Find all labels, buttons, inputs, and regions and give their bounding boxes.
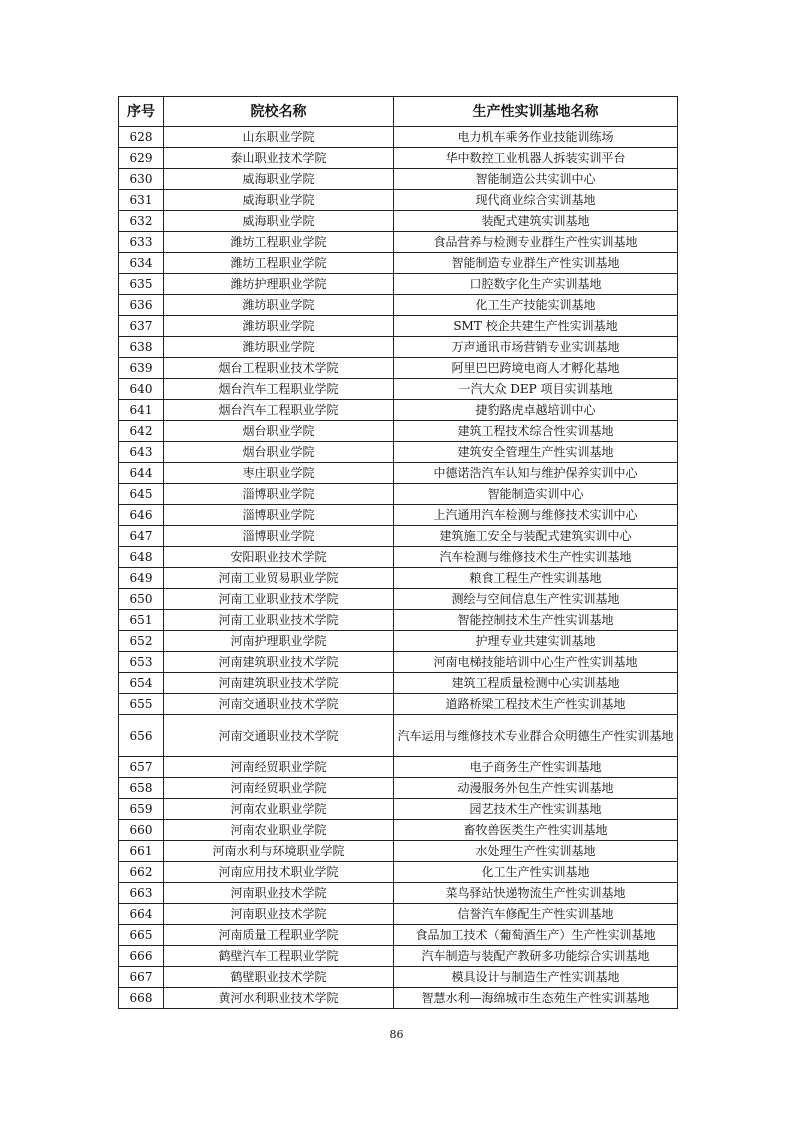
cell-serial-number: 663 (119, 883, 164, 904)
cell-serial-number: 629 (119, 148, 164, 169)
cell-base-name: 上汽通用汽车检测与维修技术实训中心 (394, 505, 678, 526)
cell-school-name: 河南工业贸易职业学院 (164, 568, 394, 589)
cell-serial-number: 647 (119, 526, 164, 547)
cell-school-name: 山东职业学院 (164, 127, 394, 148)
table-row (119, 463, 678, 484)
cell-base-name: 水处理生产性实训基地 (394, 841, 678, 862)
table-row (119, 526, 678, 547)
cell-school-name: 河南职业技术学院 (164, 904, 394, 925)
cell-serial-number: 668 (119, 988, 164, 1009)
cell-serial-number: 634 (119, 253, 164, 274)
table-row (119, 841, 678, 862)
cell-serial-number: 655 (119, 694, 164, 715)
cell-school-name: 鹤壁汽车工程职业学院 (164, 946, 394, 967)
cell-serial-number: 632 (119, 211, 164, 232)
cell-base-name: 智能制造公共实训中心 (394, 169, 678, 190)
cell-base-name: 园艺技术生产性实训基地 (394, 799, 678, 820)
cell-school-name: 枣庄职业学院 (164, 463, 394, 484)
table-row (119, 169, 678, 190)
page-number: 86 (389, 1028, 404, 1041)
table-row (119, 379, 678, 400)
cell-base-name: 口腔数字化生产实训基地 (394, 274, 678, 295)
cell-base-name: 现代商业综合实训基地 (394, 190, 678, 211)
table-row (119, 358, 678, 379)
table-row (119, 190, 678, 211)
training-base-table (118, 96, 678, 1009)
cell-base-name: 化工生产技能实训基地 (394, 295, 678, 316)
cell-school-name: 河南建筑职业技术学院 (164, 673, 394, 694)
cell-serial-number: 635 (119, 274, 164, 295)
cell-school-name: 河南经贸职业学院 (164, 778, 394, 799)
cell-serial-number: 650 (119, 589, 164, 610)
cell-serial-number: 664 (119, 904, 164, 925)
cell-serial-number: 640 (119, 379, 164, 400)
cell-base-name: 一汽大众 DEP 项目实训基地 (394, 379, 678, 400)
cell-school-name: 河南工业职业技术学院 (164, 589, 394, 610)
table-row (119, 211, 678, 232)
cell-serial-number: 641 (119, 400, 164, 421)
cell-serial-number: 644 (119, 463, 164, 484)
table-row (119, 631, 678, 652)
cell-school-name: 潍坊职业学院 (164, 337, 394, 358)
cell-serial-number: 656 (119, 715, 164, 757)
cell-serial-number: 662 (119, 862, 164, 883)
cell-school-name: 安阳职业技术学院 (164, 547, 394, 568)
cell-serial-number: 659 (119, 799, 164, 820)
cell-serial-number: 633 (119, 232, 164, 253)
cell-school-name: 河南经贸职业学院 (164, 757, 394, 778)
cell-serial-number: 628 (119, 127, 164, 148)
header-base-name: 生产性实训基地名称 (394, 97, 678, 127)
table-row (119, 883, 678, 904)
cell-base-name: 捷豹路虎卓越培训中心 (394, 400, 678, 421)
cell-base-name: 智慧水利—海绵城市生态苑生产性实训基地 (394, 988, 678, 1009)
cell-serial-number: 652 (119, 631, 164, 652)
cell-base-name: 智能控制技术生产性实训基地 (394, 610, 678, 631)
cell-school-name: 威海职业学院 (164, 169, 394, 190)
cell-school-name: 河南交通职业技术学院 (164, 694, 394, 715)
header-school-name: 院校名称 (164, 97, 394, 127)
table-row (119, 988, 678, 1009)
cell-base-name: 河南电梯技能培训中心生产性实训基地 (394, 652, 678, 673)
table-row (119, 127, 678, 148)
cell-base-name: 智能制造专业群生产性实训基地 (394, 253, 678, 274)
table-row (119, 904, 678, 925)
cell-school-name: 河南质量工程职业学院 (164, 925, 394, 946)
table-row (119, 967, 678, 988)
cell-school-name: 淄博职业学院 (164, 484, 394, 505)
table-row (119, 862, 678, 883)
cell-serial-number: 637 (119, 316, 164, 337)
cell-base-name: 食品营养与检测专业群生产性实训基地 (394, 232, 678, 253)
cell-school-name: 潍坊工程职业学院 (164, 232, 394, 253)
table-row (119, 820, 678, 841)
cell-base-name: 食品加工技术（葡萄酒生产）生产性实训基地 (394, 925, 678, 946)
cell-school-name: 河南护理职业学院 (164, 631, 394, 652)
table-row (119, 505, 678, 526)
cell-base-name: 阿里巴巴跨境电商人才孵化基地 (394, 358, 678, 379)
cell-school-name: 淄博职业学院 (164, 526, 394, 547)
cell-school-name: 烟台汽车工程职业学院 (164, 379, 394, 400)
cell-school-name: 河南工业职业技术学院 (164, 610, 394, 631)
cell-school-name: 河南农业职业学院 (164, 820, 394, 841)
cell-base-name: 化工生产性实训基地 (394, 862, 678, 883)
cell-base-name: 万声通讯市场营销专业实训基地 (394, 337, 678, 358)
cell-base-name: SMT 校企共建生产性实训基地 (394, 316, 678, 337)
cell-serial-number: 642 (119, 421, 164, 442)
cell-serial-number: 666 (119, 946, 164, 967)
table-row (119, 610, 678, 631)
header-serial-number: 序号 (119, 97, 164, 127)
table-row (119, 442, 678, 463)
cell-base-name: 动漫服务外包生产性实训基地 (394, 778, 678, 799)
table-row (119, 421, 678, 442)
cell-serial-number: 638 (119, 337, 164, 358)
cell-serial-number: 639 (119, 358, 164, 379)
table-row (119, 673, 678, 694)
cell-serial-number: 665 (119, 925, 164, 946)
cell-school-name: 鹤壁职业技术学院 (164, 967, 394, 988)
cell-base-name: 电子商务生产性实训基地 (394, 757, 678, 778)
cell-serial-number: 657 (119, 757, 164, 778)
cell-school-name: 淄博职业学院 (164, 505, 394, 526)
cell-serial-number: 649 (119, 568, 164, 589)
cell-base-name: 汽车检测与维修技术生产性实训基地 (394, 547, 678, 568)
cell-serial-number: 654 (119, 673, 164, 694)
cell-school-name: 河南应用技术职业学院 (164, 862, 394, 883)
cell-base-name: 汽车制造与装配产教研多功能综合实训基地 (394, 946, 678, 967)
table-row (119, 337, 678, 358)
table-body (119, 127, 678, 1009)
cell-school-name: 潍坊工程职业学院 (164, 253, 394, 274)
cell-serial-number: 630 (119, 169, 164, 190)
cell-base-name: 装配式建筑实训基地 (394, 211, 678, 232)
cell-base-name: 华中数控工业机器人拆装实训平台 (394, 148, 678, 169)
cell-base-name: 畜牧兽医类生产性实训基地 (394, 820, 678, 841)
cell-school-name: 河南农业职业学院 (164, 799, 394, 820)
table-row (119, 232, 678, 253)
cell-school-name: 河南职业技术学院 (164, 883, 394, 904)
cell-base-name: 中德诺浩汽车认知与维护保养实训中心 (394, 463, 678, 484)
table-row (119, 589, 678, 610)
cell-base-name: 建筑安全管理生产性实训基地 (394, 442, 678, 463)
table-row (119, 274, 678, 295)
table-row (119, 946, 678, 967)
cell-school-name: 烟台工程职业技术学院 (164, 358, 394, 379)
table-row (119, 799, 678, 820)
cell-serial-number: 631 (119, 190, 164, 211)
table-row (119, 484, 678, 505)
cell-base-name: 护理专业共建实训基地 (394, 631, 678, 652)
cell-serial-number: 653 (119, 652, 164, 673)
cell-base-name: 信誉汽车修配生产性实训基地 (394, 904, 678, 925)
table-row (119, 778, 678, 799)
cell-school-name: 潍坊职业学院 (164, 316, 394, 337)
cell-base-name: 电力机车乘务作业技能训练场 (394, 127, 678, 148)
cell-serial-number: 636 (119, 295, 164, 316)
cell-serial-number: 658 (119, 778, 164, 799)
table-row (119, 400, 678, 421)
cell-base-name: 模具设计与制造生产性实训基地 (394, 967, 678, 988)
cell-base-name: 汽车运用与维修技术专业群合众明德生产性实训基地 (394, 715, 678, 757)
cell-school-name: 威海职业学院 (164, 211, 394, 232)
cell-serial-number: 661 (119, 841, 164, 862)
cell-school-name: 潍坊职业学院 (164, 295, 394, 316)
cell-serial-number: 648 (119, 547, 164, 568)
table-row (119, 694, 678, 715)
cell-school-name: 泰山职业技术学院 (164, 148, 394, 169)
cell-school-name: 黄河水利职业技术学院 (164, 988, 394, 1009)
cell-serial-number: 667 (119, 967, 164, 988)
table-row (119, 757, 678, 778)
table-row (119, 295, 678, 316)
table-row (119, 652, 678, 673)
cell-base-name: 粮食工程生产性实训基地 (394, 568, 678, 589)
cell-school-name: 烟台职业学院 (164, 421, 394, 442)
cell-serial-number: 651 (119, 610, 164, 631)
cell-base-name: 建筑工程质量检测中心实训基地 (394, 673, 678, 694)
table-row (119, 715, 678, 757)
cell-base-name: 测绘与空间信息生产性实训基地 (394, 589, 678, 610)
table-row (119, 253, 678, 274)
cell-serial-number: 643 (119, 442, 164, 463)
cell-base-name: 菜鸟驿站快递物流生产性实训基地 (394, 883, 678, 904)
cell-serial-number: 660 (119, 820, 164, 841)
cell-school-name: 河南交通职业技术学院 (164, 715, 394, 757)
table-header-row (119, 97, 678, 127)
cell-school-name: 潍坊护理职业学院 (164, 274, 394, 295)
cell-school-name: 河南水利与环境职业学院 (164, 841, 394, 862)
table-row (119, 148, 678, 169)
table-row (119, 547, 678, 568)
cell-serial-number: 645 (119, 484, 164, 505)
cell-school-name: 河南建筑职业技术学院 (164, 652, 394, 673)
cell-base-name: 建筑工程技术综合性实训基地 (394, 421, 678, 442)
cell-school-name: 威海职业学院 (164, 190, 394, 211)
table-row (119, 568, 678, 589)
cell-base-name: 建筑施工安全与装配式建筑实训中心 (394, 526, 678, 547)
cell-base-name: 智能制造实训中心 (394, 484, 678, 505)
cell-base-name: 道路桥梁工程技术生产性实训基地 (394, 694, 678, 715)
table-row (119, 925, 678, 946)
table-row (119, 316, 678, 337)
cell-school-name: 烟台汽车工程职业学院 (164, 400, 394, 421)
cell-school-name: 烟台职业学院 (164, 442, 394, 463)
cell-serial-number: 646 (119, 505, 164, 526)
